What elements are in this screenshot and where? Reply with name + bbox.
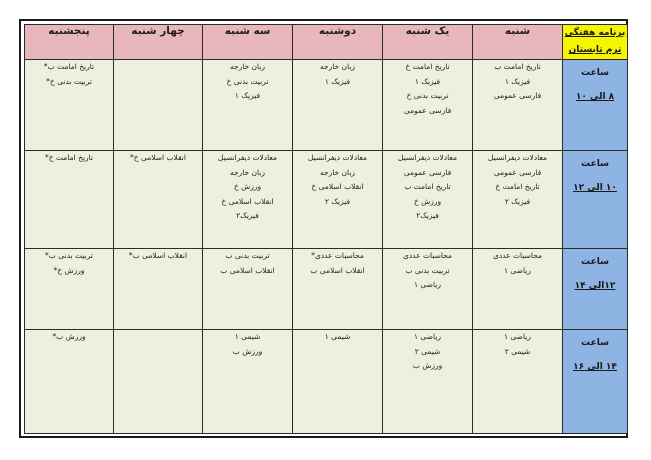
course-entry: تاریخ امامت ب (404, 182, 451, 192)
course-entry: تربیت بدنی خ* (46, 76, 92, 86)
schedule-cell (203, 249, 293, 330)
course-entry: فیزیک ۱ (414, 76, 441, 86)
schedule-cell (114, 60, 203, 151)
course-entry: فارسی عمومی (493, 91, 542, 100)
time-slot-cell (563, 330, 628, 434)
course-entry: فیزیک ۱ (504, 76, 531, 86)
course-entry: ورزش خ (233, 182, 262, 192)
course-entry: انقلاب اسلامی خ (311, 182, 364, 192)
course-entry: انقلاب اسلامی خ (221, 196, 274, 206)
schedule-cell (473, 249, 563, 330)
time-label: ساعت (581, 338, 609, 349)
schedule-cell (25, 60, 114, 151)
course-entry: تربیت بدنی ب* (45, 251, 93, 260)
schedule-cell (293, 249, 383, 330)
course-entry: ورزش ب* (52, 332, 86, 342)
course-entry: تاریخ امامت ب* (43, 62, 95, 71)
course-entry: ریاضی ۱ (503, 332, 532, 342)
schedule-cell (383, 330, 473, 434)
course-entry: زبان خارجه (319, 62, 356, 71)
table-row (25, 151, 628, 249)
course-entry: شیمی ۲ (504, 346, 531, 356)
schedule-cell (473, 60, 563, 151)
table-row (25, 330, 628, 434)
course-entry: معادلات دیفرانسیل (397, 153, 458, 163)
course-entry: محاسبات عددی (402, 251, 453, 260)
course-entry: فیزیک ۱ (234, 91, 261, 100)
course-entry: تاریخ امامت ب (494, 62, 541, 71)
time-slot-cell (563, 60, 628, 151)
course-entry: محاسبات عددی (492, 251, 543, 260)
time-label: ساعت (581, 257, 609, 267)
schedule-cell (293, 151, 383, 249)
course-entry: زبان خارجه (319, 167, 356, 177)
time-range: ۱۴ الی ۱۶ (573, 362, 617, 373)
course-entry: ورزش خ* (53, 265, 85, 275)
course-entry: ریاضی ۱ (413, 280, 442, 289)
course-entry: شیمی ۱ (324, 332, 351, 342)
course-entry: معادلات دیفرانسیل (307, 153, 368, 163)
day-header: یک شنبه (383, 25, 473, 60)
course-entry: ورزش ب (232, 346, 263, 356)
course-entry: شیمی ۲ (414, 346, 441, 356)
schedule-cell (114, 330, 203, 434)
schedule-cell (114, 249, 203, 330)
title-line1: برنامه هفتگی (564, 28, 626, 38)
course-entry: تربیت بدنی خ (406, 91, 449, 100)
time-range: ۸ الی ۱۰ (575, 92, 615, 102)
course-entry: فارسی عمومی (403, 167, 452, 177)
schedule-cell (293, 330, 383, 434)
schedule-cell (114, 151, 203, 249)
schedule-cell (25, 151, 114, 249)
time-range: ۱۰ الی ۱۲ (573, 183, 617, 194)
course-entry: تاریخ امامت خ (495, 182, 540, 192)
weekly-schedule-table (24, 24, 628, 434)
course-entry: انقلاب اسلامی ب* (128, 251, 188, 260)
course-entry: ورزش خ (413, 196, 442, 206)
schedule-cell (473, 330, 563, 434)
course-entry: معادلات دیفرانسیل (217, 153, 278, 163)
course-entry: تاریخ امامت خ (405, 62, 450, 71)
schedule-cell (25, 330, 114, 434)
course-entry: محاسبات عددی* (311, 251, 364, 260)
schedule-cell (203, 151, 293, 249)
schedule-cell (203, 330, 293, 434)
course-entry: فارسی عمومی (493, 167, 542, 177)
day-header: شنبه (473, 25, 563, 60)
day-header: چهار شنبه (114, 25, 203, 60)
schedule-cell (383, 60, 473, 151)
time-slot-cell (563, 249, 628, 330)
course-entry: تربیت بدنی ب (405, 265, 450, 275)
course-entry: فیزیک ۲ (504, 196, 531, 206)
course-entry: تربیت بدنی خ (226, 76, 269, 86)
course-entry: انقلاب اسلامی ب (310, 265, 365, 275)
time-slot-cell (563, 151, 628, 249)
schedule-cell (383, 249, 473, 330)
course-entry: معادلات دیفرانسیل (487, 153, 548, 163)
course-entry: ریاضی ۱ (413, 332, 442, 342)
course-entry: زبان خارجه (229, 167, 266, 177)
course-entry: انقلاب اسلامی خ* (130, 153, 186, 163)
course-entry: انقلاب اسلامی ب (220, 265, 275, 275)
header-row (25, 25, 628, 60)
course-entry: ورزش ب (412, 361, 443, 371)
day-header: پنجشنبه (25, 25, 114, 60)
schedule-cell (25, 249, 114, 330)
day-header: دوشنبه (293, 25, 383, 60)
time-label: ساعت (581, 159, 609, 170)
schedule-title (563, 25, 628, 60)
title-line2: ترم تابستان (568, 45, 622, 55)
course-entry: فیزیک ۱ (324, 76, 351, 86)
course-entry: تربیت بدنی ب (225, 251, 270, 260)
schedule-cell (473, 151, 563, 249)
time-range: ۱۲الی ۱۴ (574, 281, 616, 291)
table-row (25, 249, 628, 330)
course-entry: فیزیک۲ (236, 211, 259, 221)
day-header: سه شنبه (203, 25, 293, 60)
schedule-cell (383, 151, 473, 249)
course-entry: زبان خارجه (229, 62, 266, 71)
time-label: ساعت (581, 68, 609, 78)
course-entry: فیزیک۲ (416, 211, 439, 221)
course-entry: شیمی ۱ (234, 332, 261, 342)
schedule-cell (203, 60, 293, 151)
course-entry: فیزیک ۲ (324, 196, 351, 206)
table-row (25, 60, 628, 151)
course-entry: تاریخ امامت خ* (44, 153, 94, 163)
course-entry: ریاضی ۱ (503, 265, 532, 275)
course-entry: فارسی عمومی (403, 105, 452, 115)
schedule-cell (293, 60, 383, 151)
